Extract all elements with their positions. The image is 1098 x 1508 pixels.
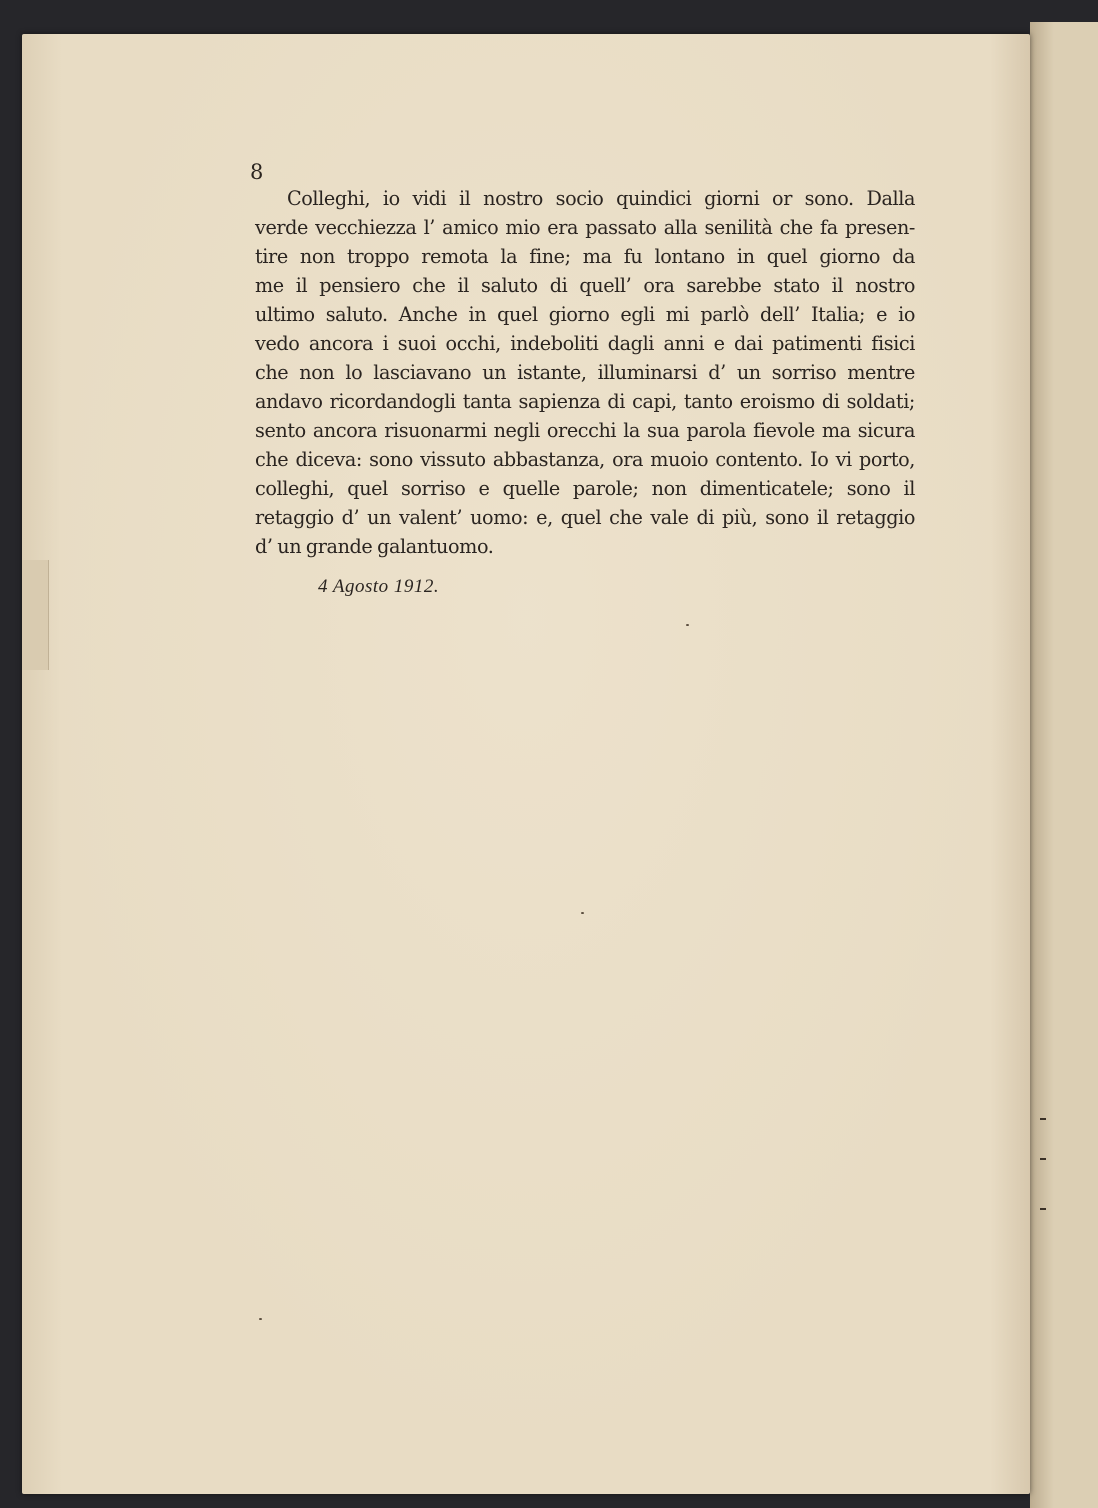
paper-speck <box>686 624 689 626</box>
page-number: 8 <box>250 160 264 184</box>
text-line: che non lo lasciavano un istante, illuminarsi d’ un sorriso mentre <box>255 361 915 384</box>
text-line: me il pensiero che il saluto di quell’ ora sarebbe stato il nostro <box>255 274 915 297</box>
text-line: Colleghi, io vidi il nostro socio quindici giorni or sono. Dalla <box>287 187 915 210</box>
binding-thread-mark <box>1040 1158 1046 1160</box>
date-signature: 4 Agosto 1912. <box>318 576 440 597</box>
text-line: ultimo saluto. Anche in quel giorno egli mi parlò dell’ Italia; e io <box>255 303 915 326</box>
body-paragraph <box>255 184 915 561</box>
paper-speck <box>259 1318 262 1320</box>
adjacent-page-edge <box>1030 22 1098 1508</box>
text-line: che diceva: sono vissuto abbastanza, ora muoio contento. Io vi porto, <box>255 448 915 471</box>
text-line: vedo ancora i suoi occhi, indeboliti dagli anni e dai patimenti fisici <box>255 332 915 355</box>
text-line: verde vecchiezza l’ amico mio era passato alla senilità che fa presen- <box>255 216 915 239</box>
text-line: colleghi, quel sorriso e quelle parole; non dimenticatele; sono il <box>255 477 915 500</box>
page-edge-wear <box>22 560 49 670</box>
text-line: d’ un grande galantuomo. <box>255 535 494 558</box>
binding-thread-mark <box>1040 1118 1046 1120</box>
text-line: tire non troppo remota la fine; ma fu lontano in quel giorno da <box>255 245 915 268</box>
text-line: retaggio d’ un valent’ uomo: e, quel che vale di più, sono il retaggio <box>255 506 915 529</box>
text-line: andavo ricordandogli tanta sapienza di capi, tanto eroismo di soldati; <box>255 390 915 413</box>
text-line: sento ancora risuonarmi negli orecchi la sua parola fievole ma sicura <box>255 419 915 442</box>
binding-thread-mark <box>1040 1208 1046 1210</box>
paper-speck <box>581 912 584 914</box>
